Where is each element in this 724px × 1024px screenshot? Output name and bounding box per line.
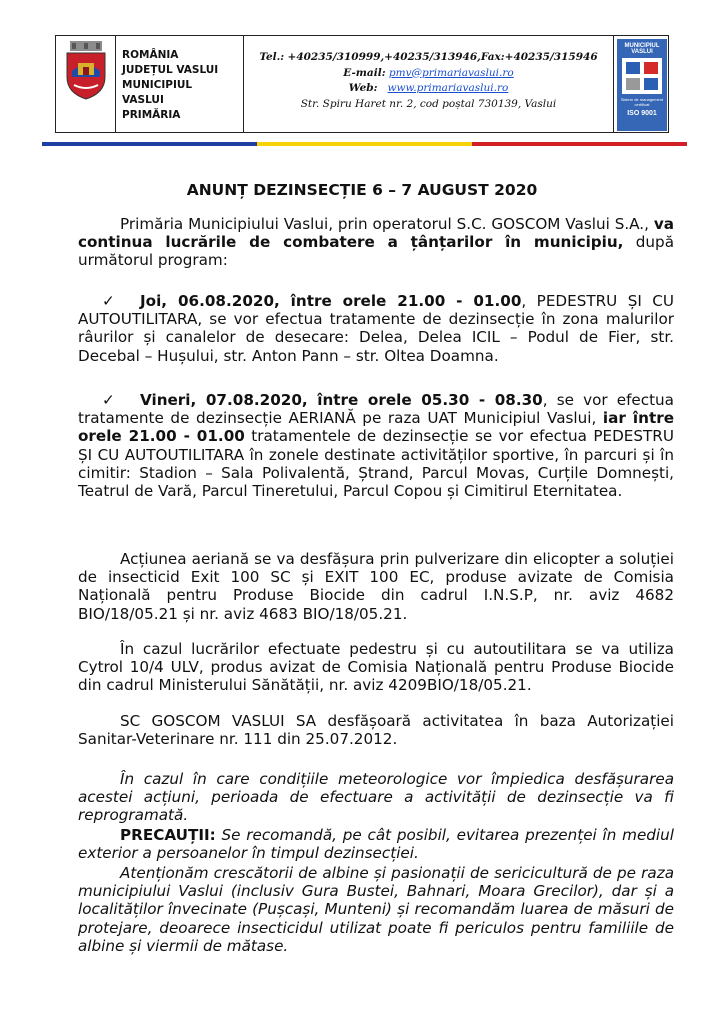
org-line: PRIMĂRIA (122, 109, 181, 121)
item2-text-1: , se vor efectua tratamente de dezinsecție AERIANĂ pe raza UAT Municipiul Vaslui, (78, 391, 674, 428)
precautions-text: Se recomandă, pe cât posibil, evitarea prezenței în mediul exterior a persoanelor în timpul dezinsecției. (78, 826, 674, 863)
coat-of-arms-icon (64, 41, 108, 101)
intro-paragraph (78, 215, 674, 270)
web-label: Web: (348, 82, 378, 94)
address: Str. Spiru Haret nr. 2, cod poștal 730139, Vaslui (300, 97, 557, 110)
iso-cell (614, 36, 670, 132)
org-name (122, 48, 218, 123)
item2-bold-2: iar între orele 21.00 - 01.00 (78, 409, 674, 446)
weather-paragraph: În cazul în care condițiile meteorologice vor împiedica desfășurarea acestei acțiuni, perioada de efectuare a activității de dezinsecție va fi reprogramată. (78, 770, 674, 825)
precautions-label: PRECAUȚII: (120, 826, 216, 844)
org-line: VASLUI (122, 94, 164, 106)
iso-badge (617, 39, 667, 131)
item1-bold: Joi, 06.08.2020, între orele 21.00 - 01.00 (140, 292, 522, 310)
flag-red (472, 142, 687, 146)
letterhead (55, 35, 669, 133)
item2-bold-1: Vineri, 07.08.2020, între orele 05.30 - 08.30 (140, 391, 543, 409)
email-label: E-mail: (343, 66, 386, 79)
web-link[interactable]: www.primariavaslui.ro (387, 82, 509, 94)
org-line: ROMÂNIA (122, 49, 179, 61)
item1-text: , PEDESTRU ȘI CU AUTOUTILITARA, se vor efectua tratamente de dezinsecție în zona malurilor râurilor și canalelor de desecare: Delea, Delea ICIL – Podul de Fier, str. Decebal – Hușului, str. Anton Pann – str. Oltea Doamna. (78, 292, 674, 365)
tel-label: Tel.: (259, 51, 285, 63)
intro-text: Primăria Municipiului Vaslui, prin operatorul S.C. GOSCOM Vaslui S.A., (120, 215, 654, 233)
org-cell (116, 36, 244, 132)
page-title: ANUNȚ DEZINSECȚIE 6 – 7 AUGUST 2020 (186, 181, 538, 199)
intro-bold: va continua lucrările de combatere a țânțarilor în municipiu, (78, 215, 674, 252)
precautions-paragraph (78, 826, 674, 862)
org-line: JUDEȚUL VASLUI (122, 64, 219, 76)
certification-logo-icon (622, 58, 662, 94)
iso-label: ISO 9001 (627, 110, 657, 117)
crest-cell (56, 36, 116, 132)
flag-blue (42, 142, 257, 146)
beekeepers-paragraph: Atenționăm crescătorii de albine și pasionații de sericicultură de pe raza municipiului Vaslui (inclusiv Gura Bustei, Bahnari, Moara Grecilor), dar și a localităților învecinate (Pușcași, Munteni) și recomandăm luarea de măsuri de protejare, deoarece insecticidul utilizat poate fi periculos pentru familiile de albine și viermii de mătase. (78, 864, 674, 955)
program-item-1 (78, 292, 674, 365)
program-item-2 (78, 391, 674, 500)
tel-value: +40235/310999,+40235/313946,Fax:+40235/315946 (287, 51, 598, 63)
contact-info (244, 50, 613, 112)
contact-cell (244, 36, 614, 132)
goscom-paragraph: SC GOSCOM VASLUI SA desfășoară activitatea în baza Autorizației Sanitar-Veterinare nr. 111 din 25.07.2012. (78, 712, 674, 749)
iso-title: MUNICIPIUL VASLUI (624, 43, 660, 55)
checkmark-icon: ✓ (102, 292, 115, 310)
org-line: MUNICIPIUL (122, 79, 193, 91)
aerial-paragraph: Acțiunea aeriană se va desfășura prin pulverizare din elicopter a soluției de insecticid Exit 100 SC și EXIT 100 EC, produse avizate de Comisia Națională pentru Produse Biocide din cadrul I.N.S.P, nr. aviz 4682 BIO/18/05.21 și nr. aviz 4683 BIO/18/05.21. (78, 550, 674, 623)
checkmark-icon: ✓ (102, 391, 115, 409)
pedestrian-paragraph: În cazul lucrărilor efectuate pedestru și cu autoutilitara se va utiliza Cytrol 10/4 ULV, produs avizat de Comisia Națională pentru Produse Biocide din cadrul Ministerului Sănătății, nr. aviz 4209BIO/18/05.21. (78, 640, 674, 695)
intro-text-end: după următorul program: (78, 233, 674, 270)
iso-small-text: Sistem de management certificat (620, 97, 664, 107)
email-link[interactable]: pmv@primariavaslui.ro (388, 66, 514, 79)
item2-text-2: tratamentele de dezinsecție se vor efectua PEDESTRU ȘI CU AUTOUTILITARA în zonele destinate activităților sportive, în parcuri și în cimitir: Stadion – Sala Polivalentă, Ștrand, Parcul Movas, Curțile Domnești, Teatrul de Vară, Parcul Tineretului, Parcul Copou și Cimitirul Eternitatea. (78, 427, 674, 501)
flag-yellow (257, 142, 472, 146)
tricolor-rule (42, 142, 687, 146)
